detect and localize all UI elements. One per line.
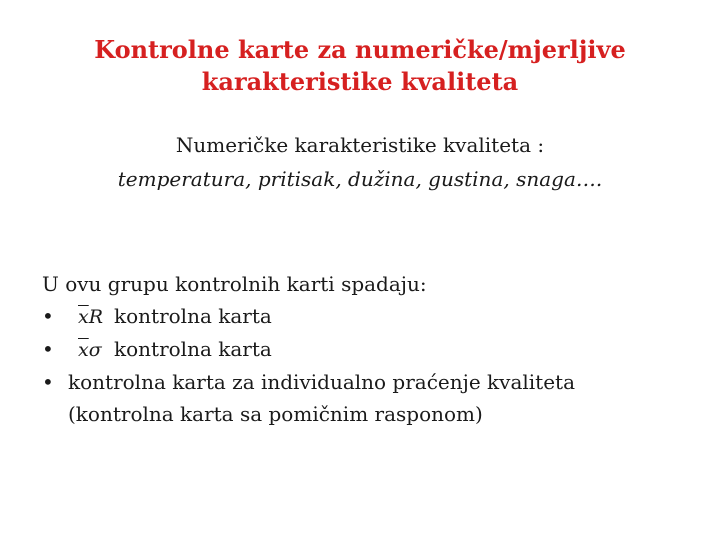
slide-title <box>0 34 720 98</box>
list-item <box>42 333 682 366</box>
xr-symbol <box>78 301 108 333</box>
list-item <box>42 300 682 333</box>
slide-subtitle <box>0 128 720 196</box>
list-item <box>42 366 682 430</box>
list-item-text: kontrolna karta za individualno praćenje kvaliteta <box>68 370 576 394</box>
list-item-text: kontrolna karta <box>114 304 272 328</box>
x-bar-symbol: $\overline{x}$ <box>78 306 89 328</box>
list-item-text: kontrolna karta <box>114 337 272 361</box>
slide-title-line2: karakteristike kvaliteta <box>201 67 519 96</box>
bullet: • <box>42 337 54 361</box>
x-sigma-symbol <box>78 334 108 366</box>
sigma-symbol: σ <box>88 339 102 361</box>
chart-type-list <box>42 300 682 430</box>
subtitle-line2: temperatura, pritisak, dužina, gustina, snaga…. <box>117 167 603 191</box>
list-item-continuation: (kontrolna karta sa pomičnim rasponom) <box>68 402 483 426</box>
bullet: • <box>42 370 54 394</box>
subtitle-line1: Numeričke karakteristike kvaliteta : <box>175 133 545 157</box>
bullet: • <box>42 304 54 328</box>
intro-text: U ovu grupu kontrolnih karti spadaju: <box>42 272 427 296</box>
slide-title-line1: Kontrolne karte za numeričke/mjerljive <box>94 35 626 64</box>
content-block <box>42 268 682 430</box>
x-bar-symbol: $\overline{x}$ <box>78 339 89 361</box>
r-symbol: R <box>88 306 104 328</box>
